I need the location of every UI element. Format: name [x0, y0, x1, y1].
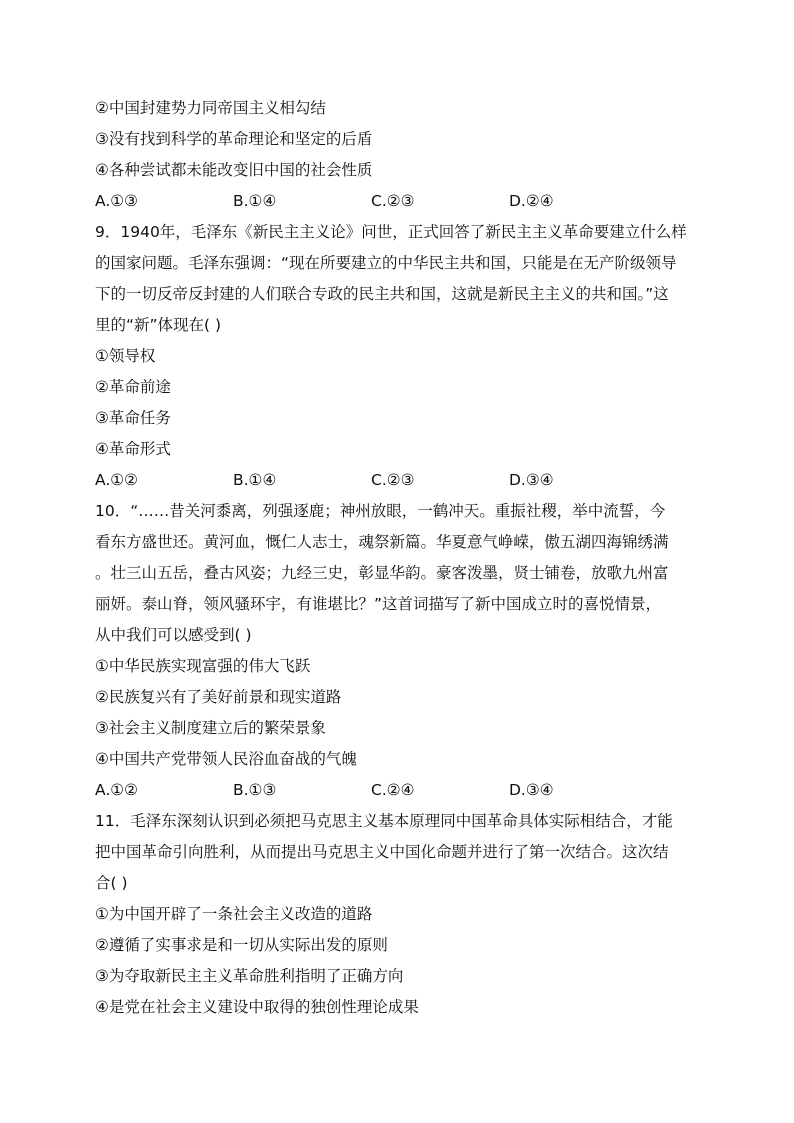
q9-option-c[interactable]: C.②③ — [371, 471, 415, 489]
q11-stem-line: 把中国革命引向胜利，从而提出马克思主义中国化命题并进行了第一次结合。这次结 — [95, 843, 669, 861]
q8-options — [95, 186, 705, 217]
q9-item-4: ④革命形式 — [95, 440, 171, 458]
q9-stem-line: 下的一切反帝反封建的人们联合专政的民主共和国，这就是新民主主义的共和国。”这 — [95, 285, 669, 303]
q10-stem-line: 丽妍。泰山脊，领风骚环宇，有谁堪比？”这首词描写了新中国成立时的喜悦情景， — [95, 595, 662, 613]
q10-stem-line: 看东方盛世还。黄河血，慨仁人志士，魂祭新篇。华夏意气峥嵘，傲五湖四海锦绣满 — [95, 533, 669, 551]
q10-item-4: ④中国共产党带领人民浴血奋战的气魄 — [95, 750, 357, 768]
q9-option-b[interactable]: B.①④ — [233, 471, 277, 489]
q8-item-4: ④各种尝试都未能改变旧中国的社会性质 — [95, 161, 373, 179]
question-10 — [95, 496, 705, 806]
q11-stem-line: 11．毛泽东深刻认识到必须把马克思主义基本原理同中国革命具体实际相结合，才能 — [95, 812, 673, 830]
question-content — [95, 93, 705, 1023]
q11-item-3: ③为夺取新民主主义革命胜利指明了正确方向 — [95, 967, 404, 985]
q10-stem-line: 10．“……昔关河黍离，列强逐鹿；神州放眼，一鹤冲天。重振社稷，举中流誓，今 — [95, 502, 666, 520]
q10-item-1: ①中华民族实现富强的伟大飞跃 — [95, 657, 311, 675]
q9-stem-line: 里的“新”体现在( ) — [95, 316, 222, 334]
q10-option-b[interactable]: B.①③ — [233, 781, 277, 799]
q10-stem-line: 从中我们可以感受到( ) — [95, 626, 252, 644]
q8-option-d[interactable]: D.②④ — [509, 192, 554, 210]
q8-item-2: ②中国封建势力同帝国主义相勾结 — [95, 99, 326, 117]
q11-stem-line: 合( ) — [95, 874, 128, 892]
q9-item-2: ②革命前途 — [95, 378, 171, 396]
q8-option-b[interactable]: B.①④ — [233, 192, 277, 210]
q9-option-a[interactable]: A.①② — [95, 471, 139, 489]
q10-option-c[interactable]: C.②④ — [371, 781, 415, 799]
question-8 — [95, 93, 705, 217]
q9-stem-line: 9．1940年，毛泽东《新民主主义论》问世，正式回答了新民主主义革命要建立什么样 — [95, 223, 687, 241]
q8-item-3: ③没有找到科学的革命理论和坚定的后盾 — [95, 130, 373, 148]
q10-option-d[interactable]: D.③④ — [509, 781, 554, 799]
q10-item-3: ③社会主义制度建立后的繁荣景象 — [95, 719, 326, 737]
question-11 — [95, 806, 705, 1023]
q10-item-2: ②民族复兴有了美好前景和现实道路 — [95, 688, 342, 706]
q10-option-a[interactable]: A.①② — [95, 781, 139, 799]
q10-options — [95, 775, 705, 806]
q11-item-2: ②遵循了实事求是和一切从实际出发的原则 — [95, 936, 388, 954]
question-9 — [95, 217, 705, 496]
q11-item-4: ④是党在社会主义建设中取得的独创性理论成果 — [95, 998, 419, 1016]
q11-item-1: ①为中国开辟了一条社会主义改造的道路 — [95, 905, 373, 923]
q10-stem-line: 。壮三山五岳，叠古风姿；九经三史，彰显华韵。豪客泼墨，贤士铺卷，放歌九州富 — [95, 564, 669, 582]
q9-options — [95, 465, 705, 496]
q9-option-d[interactable]: D.③④ — [509, 471, 554, 489]
q9-stem-line: 的国家问题。毛泽东强调：“现在所要建立的中华民主共和国，只能是在无产阶级领导 — [95, 254, 677, 272]
q9-item-1: ①领导权 — [95, 347, 156, 365]
q8-option-a[interactable]: A.①③ — [95, 192, 139, 210]
q9-item-3: ③革命任务 — [95, 409, 171, 427]
q8-option-c[interactable]: C.②③ — [371, 192, 415, 210]
